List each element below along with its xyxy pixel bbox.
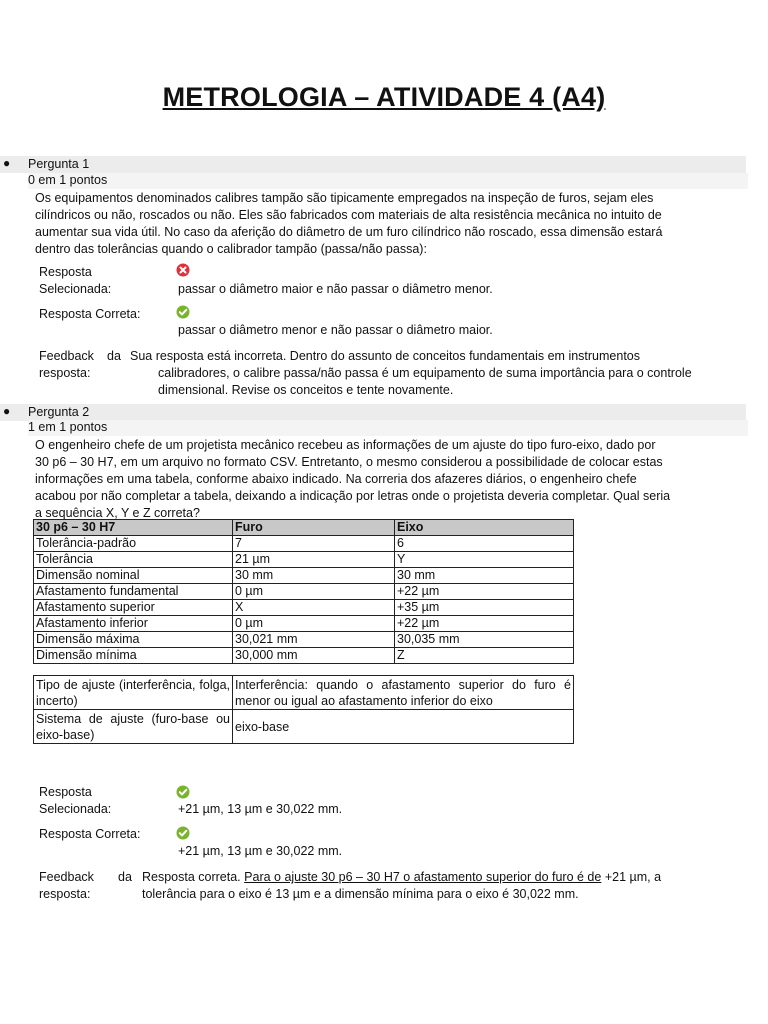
table-row	[34, 536, 574, 552]
question-2-line: O engenheiro chefe de um projetista mecânico recebeu as informações de um ajuste do tipo furo-eixo, dado por	[35, 438, 656, 452]
table-cell: 30,000 mm	[233, 648, 395, 664]
table-cell: 30,021 mm	[233, 632, 395, 648]
feedback-start: Resposta correta.	[142, 870, 241, 884]
feedback-line: dimensional. Revise os conceitos e tente novamente.	[158, 383, 454, 397]
table-cell: 30 mm	[233, 568, 395, 584]
question-2-header	[0, 404, 746, 421]
question-1-line: Os equipamentos denominados calibres tampão são tipicamente empregados na inspeção de furos, sejam eles	[35, 191, 654, 205]
question-2-score: 1 em 1 pontos	[28, 420, 748, 436]
question-1-line: cilíndricos ou não, roscados ou não. Eles são fabricados com materiais de alta resistência mecânica no intuito de	[35, 208, 662, 222]
question-2-line: a sequência X, Y e Z correta?	[35, 506, 200, 520]
question-1-header	[0, 156, 746, 173]
correct-icon	[176, 785, 190, 799]
table-header-cell: Furo	[233, 520, 395, 536]
incorrect-icon	[176, 263, 190, 277]
feedback-rest: +21 µm, a	[604, 870, 662, 884]
table-cell: Dimensão nominal	[34, 568, 233, 584]
table-cell: 21 µm	[233, 552, 395, 568]
feedback-label: resposta:	[39, 366, 91, 380]
question-2-text	[35, 437, 699, 522]
selected-answer: passar o diâmetro maior e não passar o diâmetro menor.	[178, 282, 493, 296]
table-cell: Dimensão mínima	[34, 648, 233, 664]
selected-answer-label: Resposta	[39, 265, 92, 279]
table-row	[34, 676, 574, 710]
feedback-label-da: da	[118, 870, 132, 884]
bullet-icon: ●	[3, 404, 11, 418]
question-1-score: 0 em 1 pontos	[28, 173, 748, 189]
table-header-cell: Eixo	[395, 520, 574, 536]
correct-icon	[176, 305, 190, 319]
question-1-text	[35, 190, 699, 258]
page-title: METROLOGIA – ATIVIDADE 4 (A4)	[162, 82, 606, 112]
table-cell: Z	[395, 648, 574, 664]
correct-answer-label: Resposta Correta:	[39, 307, 141, 321]
table-cell: 6	[395, 536, 574, 552]
table-cell: 7	[233, 536, 395, 552]
feedback-label: resposta:	[39, 887, 91, 901]
question-2-line: acabou por não completar a tabela, deixando a indicação por letras onde o projetista deveria completar. Qual seria	[35, 489, 671, 503]
table-cell: +22 µm	[395, 616, 574, 632]
table-cell: +35 µm	[395, 600, 574, 616]
bullet-icon: ●	[3, 156, 11, 170]
feedback-line: calibradores, o calibre passa/não passa é um equipamento de suma importância para o controle	[158, 366, 692, 380]
feedback-line: Sua resposta está incorreta. Dentro do assunto de conceitos fundamentais em instrumentos	[130, 349, 641, 363]
table-cell: +22 µm	[395, 584, 574, 600]
table-cell: eixo-base	[233, 710, 574, 744]
table-cell: Tolerância	[34, 552, 233, 568]
table-cell: Y	[395, 552, 574, 568]
table-cell: 0 µm	[233, 584, 395, 600]
selected-answer-label: Selecionada:	[39, 802, 112, 816]
fit-table	[33, 519, 574, 664]
question-2-title: Pergunta 2	[28, 405, 90, 419]
table-row	[34, 584, 574, 600]
table-cell: 30,035 mm	[395, 632, 574, 648]
table-cell: Tolerância-padrão	[34, 536, 233, 552]
correct-answer: +21 µm, 13 µm e 30,022 mm.	[178, 844, 343, 858]
selected-answer-label: Resposta	[39, 785, 92, 799]
table-row	[34, 552, 574, 568]
table-cell: X	[233, 600, 395, 616]
correct-icon	[176, 826, 190, 840]
table-cell: 0 µm	[233, 616, 395, 632]
table-row	[34, 632, 574, 648]
table-cell: Tipo de ajuste (interferência, folga, incerto)	[34, 676, 233, 710]
table-row	[34, 648, 574, 664]
selected-answer: +21 µm, 13 µm e 30,022 mm.	[178, 802, 343, 816]
feedback-label-da: da	[107, 349, 121, 363]
question-2-line: informações em uma tabela, conforme abaixo indicado. Na correria dos afazeres diários, o engenheiro chefe	[35, 472, 637, 486]
feedback-label: Feedback	[39, 349, 94, 363]
table-cell: Afastamento inferior	[34, 616, 233, 632]
table-cell: Sistema de ajuste (furo-base ou eixo-base)	[34, 710, 233, 744]
feedback-line	[142, 869, 697, 886]
question-1-line: dentro das tolerâncias quando o calibrador tampão (passa/não passa):	[35, 242, 427, 256]
question-2-line: 30 p6 – 30 H7, em um arquivo no formato CSV. Entretanto, o mesmo considerou a possibilidade de colocar estas	[35, 455, 663, 469]
correct-answer: passar o diâmetro menor e não passar o diâmetro maior.	[178, 323, 493, 337]
table-cell: Afastamento fundamental	[34, 584, 233, 600]
feedback-underlined: Para o ajuste 30 p6 – 30 H7 o afastamento superior do furo é de	[244, 870, 602, 884]
correct-answer-label: Resposta Correta:	[39, 827, 141, 841]
table-cell: Afastamento superior	[34, 600, 233, 616]
table-row	[34, 616, 574, 632]
table-row	[34, 600, 574, 616]
table-header-cell: 30 p6 – 30 H7	[34, 520, 233, 536]
table-row	[34, 710, 574, 744]
selected-answer-label: Selecionada:	[39, 282, 112, 296]
question-1-title: Pergunta 1	[28, 157, 90, 171]
question-1-line: aumentar sua vida útil. No caso da aferição do diâmetro de um furo cilíndrico não roscado, essa dimensão estará	[35, 225, 663, 239]
fit-type-table	[33, 675, 574, 744]
table-row	[34, 568, 574, 584]
feedback-label: Feedback	[39, 870, 94, 884]
feedback-line: tolerância para o eixo é 13 µm e a dimensão mínima para o eixo é 30,022 mm.	[142, 887, 579, 901]
table-cell: 30 mm	[395, 568, 574, 584]
table-cell: Dimensão máxima	[34, 632, 233, 648]
table-header-row	[34, 520, 574, 536]
table-cell: Interferência: quando o afastamento superior do furo é menor ou igual ao afastamento inferior do eixo	[233, 676, 574, 710]
